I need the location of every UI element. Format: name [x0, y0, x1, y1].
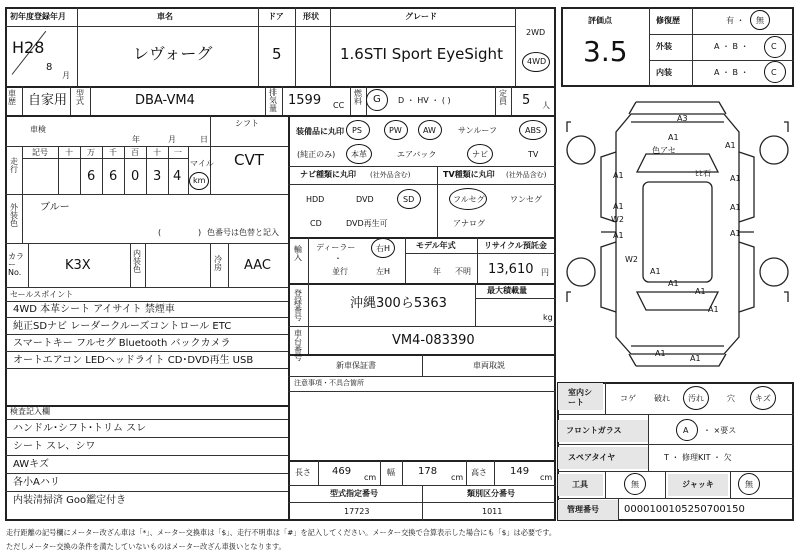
type-value: DBA-VM4 [135, 93, 195, 108]
diagram-mark-17: A1 [655, 349, 666, 358]
displacement-unit: CC [333, 101, 345, 110]
jack-label: ジャッキ [682, 480, 714, 489]
warranty-manual: 車両取説 [473, 361, 505, 370]
import-dot: ・ [334, 254, 342, 263]
windshield-selected: A [683, 426, 689, 435]
shift-value: CVT [234, 151, 264, 169]
capacity-value: 5 [522, 93, 531, 108]
mileage-header-4: 百 [131, 148, 139, 157]
diagram-mark-6: A1 [730, 174, 741, 183]
mileage-digit-2: 6 [109, 169, 118, 184]
drive-2wd: 2WD [526, 28, 546, 37]
control-value: 0000100105250700150 [624, 504, 745, 515]
footer-note-2: ただしメーター交換の条件を満たしていないものはメーター改ざん車扱いとなります。 [6, 542, 286, 551]
interior-color-label: 内装色 [133, 249, 141, 274]
sheet-dirt: 汚れ [688, 394, 704, 403]
sales-point-label: セールスポイント [10, 290, 74, 299]
tv-oneseg: ワンセグ [510, 195, 542, 204]
mileage-header-5: 十 [153, 148, 161, 157]
equip-aw: AW [423, 126, 436, 135]
drive-4wd: 4WD [527, 57, 547, 66]
equip-tv: TV [528, 150, 539, 159]
repair-label: 修復歴 [656, 16, 680, 25]
width-unit: cm [451, 473, 464, 482]
model-year-value: 不明 [455, 267, 471, 276]
equip-airbag: エアバック [397, 150, 437, 159]
tv-label: TV種類に丸印 [443, 170, 495, 179]
diagram-mark-14: A1 [668, 279, 679, 288]
import-label: 輸入 [294, 245, 302, 262]
chassis-value: VM4-083390 [392, 333, 475, 348]
spec-number-label: 型式指定番号 [330, 489, 378, 498]
sheet-tear: 破れ [654, 394, 670, 403]
color-no-value: K3X [65, 258, 91, 273]
width-label: 幅 [387, 468, 395, 477]
mileage-label: 走行 [10, 157, 18, 174]
month-suffix: 月 [62, 71, 70, 80]
int-label: 内装 [656, 68, 672, 77]
fuel-label: 燃料 [354, 89, 362, 106]
grade-label: グレード [405, 12, 437, 21]
jack-value: 無 [745, 480, 753, 489]
hand-right: 右H [376, 244, 391, 253]
diagram-mark-10: W2 [611, 215, 624, 224]
height-label: 高さ [471, 468, 487, 477]
equipment-sublabel: (純正のみ) [297, 150, 336, 159]
windshield-label: フロントガラス [566, 426, 622, 435]
diagram-mark-7: A1 [730, 203, 741, 212]
ac-value: AAC [244, 258, 271, 273]
exterior-note: 色番号は色替と記入 [207, 228, 279, 237]
nav-sd: SD [403, 195, 415, 204]
diagram-mark-9: A1 [613, 171, 624, 180]
diagram-mark-15: A1 [695, 287, 706, 296]
door-count: 5 [272, 45, 282, 63]
interior-sheet-label: 室内シート [568, 388, 592, 408]
use-value: 自家用 [28, 93, 68, 108]
footer-note-1: 走行距離の記号欄にメーター改ざん車は「*」、メーター交換車は「$」、走行不明車は「#」を記入してください。メーター交換で合算表示した場合にも「$」は必要です。 [6, 528, 557, 537]
tools-value: 無 [631, 480, 639, 489]
diagram-mark-13: A1 [650, 267, 661, 276]
class-number-label: 類別区分番号 [467, 489, 515, 498]
mileage-header-3: 千 [109, 148, 117, 157]
height-unit: cm [540, 473, 553, 482]
width-value: 178 [418, 466, 438, 477]
diagram-mark-16: A1 [708, 305, 719, 314]
registration-value: 沖縄300ら5363 [350, 296, 447, 311]
diagram-mark-8: A1 [730, 229, 741, 238]
sales-line-1: 4WD 本革シート アイサイト 禁煙車 [13, 304, 175, 315]
door-label: ドア [268, 12, 284, 21]
first-reg-label: 初年度登録年月 [10, 12, 66, 21]
inspection-note-1: ハンドル･シフト･トリム スレ [13, 423, 147, 434]
equip-abs: ABS [525, 126, 541, 135]
equip-leather: 本革 [351, 150, 367, 159]
capacity-unit: 人 [542, 101, 550, 110]
diagram-mark-12: W2 [625, 255, 638, 264]
diagram-mark-5: A1 [613, 202, 624, 211]
fuel-options: D ・ HV ・ ( ) [398, 96, 451, 105]
height-value: 149 [510, 466, 530, 477]
nav-dvd: DVD [356, 195, 374, 204]
spare-options: T ・ 修理KIT ・ 欠 [664, 453, 732, 462]
tools-label: 工具 [572, 480, 588, 489]
notes-label: 注意事項・不具合箇所 [294, 379, 364, 387]
mileage-header-6: 一 [174, 148, 182, 157]
exterior-paren-open: ( [158, 228, 162, 237]
registration-label: 登録番号 [294, 289, 302, 322]
tv-sub: (社外品含む) [506, 171, 547, 179]
grade-value: 1.6STI Sport EyeSight [340, 45, 503, 63]
diagram-mark-18: A1 [690, 354, 701, 363]
sheet-burn: コゲ [620, 394, 636, 403]
equip-sunroof: サンルーフ [458, 126, 497, 135]
windshield-options: ・ ×要ス [703, 426, 737, 435]
import-parallel: 並行 [332, 267, 348, 276]
rating-score: 3.5 [583, 35, 628, 68]
sales-line-3: スマートキー フルセグ Bluetooth バックカメラ [13, 338, 231, 349]
model-year-unit: 年 [433, 267, 441, 276]
fuel-g: G [373, 94, 381, 105]
nav-hdd: HDD [306, 195, 325, 204]
mileage-unit-mile: マイル [190, 159, 214, 168]
inspection-note-2: シート スレ、シワ [13, 441, 96, 452]
equip-ps: PS [352, 126, 362, 135]
recycle-unit: 円 [541, 268, 549, 277]
first-reg-month: 8 [46, 62, 53, 73]
mileage-digit-4: 3 [153, 169, 162, 184]
sales-line-4: オートエアコン LEDヘッドライト CD･DVD再生 USB [13, 355, 254, 366]
ext-selected: C [771, 42, 777, 51]
exterior-label: 外装色 [10, 203, 18, 228]
inspection-note-3: AWキズ [13, 459, 49, 470]
sheet-scratch: キズ [755, 394, 771, 403]
int-selected: C [771, 68, 777, 77]
tv-fullseg: フルセグ [453, 195, 485, 204]
length-label: 長さ [295, 468, 311, 477]
color-no-label: カラーNo. [8, 252, 24, 277]
shift-label: シフト [235, 119, 259, 128]
ext-options: A ・ B ・ [714, 42, 749, 51]
class-number-value: 1011 [482, 507, 503, 516]
type-label: 型式 [76, 89, 84, 106]
length-value: 469 [332, 466, 352, 477]
length-unit: cm [364, 473, 377, 482]
inspection-month: 月 [168, 135, 176, 144]
inspection-year: 年 [132, 135, 140, 144]
mileage-digit-5: 4 [173, 169, 182, 184]
nav-cd: CD [310, 219, 322, 228]
model-year-label: モデル年式 [416, 241, 456, 250]
load-unit: kg [543, 313, 553, 322]
car-name-label: 車名 [157, 12, 173, 21]
import-dealer: ディーラー [316, 243, 356, 252]
displacement-label: 排気量 [269, 88, 277, 113]
spec-number-value: 17723 [344, 507, 370, 516]
diagram-mark-4: A1 [725, 141, 736, 150]
inspection-label: 車検 [30, 125, 46, 134]
mileage-digit-3: 0 [131, 169, 140, 184]
exterior-paren-close: ) [198, 228, 202, 237]
recycle-value: 13,610 [488, 262, 534, 277]
inspection-note-4: 各小Aハリ [13, 477, 60, 488]
shape-label: 形状 [303, 12, 319, 21]
nav-label: ナビ種類に丸印 [300, 170, 356, 179]
exterior-value: ブルー [40, 202, 70, 213]
car-name: レヴォーグ [133, 44, 213, 63]
ac-label: 冷房 [214, 255, 222, 272]
int-options: A ・ B ・ [714, 68, 749, 77]
mileage-digit-1: 6 [87, 169, 96, 184]
inspection-day: 日 [200, 135, 208, 144]
warranty-new-car: 新車保証書 [336, 361, 376, 370]
inspection-notes-label: 検査記入欄 [10, 407, 50, 416]
mileage-header-1: 十 [65, 148, 73, 157]
rating-label: 評価点 [588, 16, 612, 25]
capacity-label: 定員 [499, 89, 507, 106]
first-reg-year: H28 [12, 38, 45, 57]
equip-navi: ナビ [472, 150, 488, 159]
mileage-header-code: 記号 [32, 148, 48, 157]
chassis-label: 車台番号 [294, 329, 302, 362]
inspection-note-5: 内装清掃済 Goo鑑定付き [13, 495, 127, 506]
recycle-label: リサイクル預託金 [484, 241, 547, 250]
diagram-mark-11: A1 [613, 231, 624, 240]
nav-dvd-play: DVD再生可 [346, 219, 388, 228]
mileage-km: km [193, 176, 206, 185]
load-label: 最大積載量 [487, 286, 527, 295]
diagram-mark-3: 色アセ [652, 146, 676, 155]
mileage-header-2: 万 [87, 148, 95, 157]
sales-line-2: 純正SDナビ レーダークルーズコントロール ETC [13, 321, 232, 332]
use-label: 車歴 [8, 89, 16, 106]
equip-pw: PW [389, 126, 402, 135]
diagram-mark-2: A1 [668, 133, 679, 142]
repair-options: 有 ・ [726, 16, 745, 25]
displacement-value: 1599 [288, 93, 322, 108]
diagram-mark-center: ﾋﾋ石 [695, 169, 711, 178]
control-label: 管理番号 [567, 505, 599, 514]
nav-sub: (社外品含む) [370, 171, 411, 179]
spare-label: スペアタイヤ [568, 453, 616, 462]
hand-left: 左H [376, 267, 391, 276]
equipment-label: 装備品に丸印 [296, 127, 344, 136]
ext-label: 外装 [656, 42, 672, 51]
tv-analog: アナログ [453, 219, 485, 228]
sheet-hole: 穴 [727, 394, 735, 403]
diagram-mark-1: A3 [677, 114, 688, 123]
repair-selected: 無 [756, 16, 764, 25]
